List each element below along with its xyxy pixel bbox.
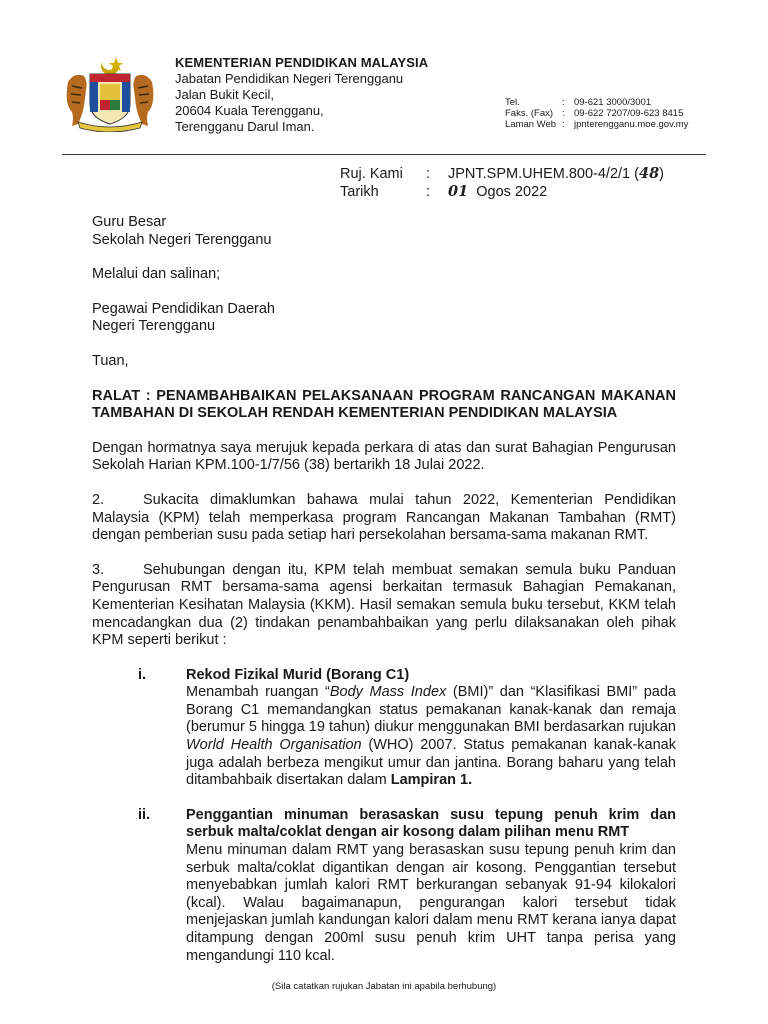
paragraph-number: 2. (92, 491, 105, 508)
recipient-line: Sekolah Negeri Terengganu (92, 231, 272, 248)
colon-separator: : (562, 97, 565, 108)
contact-row-fax (505, 108, 688, 119)
paragraph-3 (92, 562, 676, 650)
colon-separator: : (426, 166, 431, 182)
cc-line: Negeri Terengganu (92, 318, 216, 335)
paragraph-number: 3. (92, 561, 105, 578)
roman-numeral: ii. (138, 806, 151, 823)
address-line: Terengganu Darul Iman. (175, 119, 315, 134)
ministry-address-block (175, 55, 428, 135)
colon-separator: : (562, 108, 565, 119)
paragraph-text: Sukacita dimaklumkan bahawa mulai tahun 2022, Kementerian Pendidikan Malaysia (KPM) telah memperkasa program Rancangan Makanan Tambahan (RMT) dengan pemberian susu pada setiap hari persekolahan bersama-sama makanan RMT. (92, 491, 676, 544)
italic-term: World Health Organisation (186, 737, 362, 754)
recipient-line: Guru Besar (92, 214, 167, 230)
colon-separator: : (426, 184, 431, 200)
item-title: Rekod Fizikal Murid (Borang C1) (186, 666, 410, 683)
contact-label: Faks. (Fax) (505, 108, 554, 119)
via-line: Melalui dan salinan; (92, 266, 221, 283)
date-month-year: Ogos 2022 (476, 184, 548, 200)
contact-row-web (505, 119, 688, 130)
address-line: Jabatan Pendidikan Negeri Terengganu (175, 71, 404, 86)
item-text (186, 684, 676, 790)
list-numeral (92, 807, 186, 965)
colon-separator: : (562, 119, 565, 130)
ref-label: Ruj. Kami (340, 166, 403, 182)
date-row (340, 183, 664, 201)
paragraph-2 (92, 492, 676, 545)
list-item-2 (92, 807, 676, 965)
paragraph-text: Sehubungan dengan itu, KPM telah membuat semakan semula buku Panduan Pengurusan RMT bersama-sama agensi berkaitan termasuk Bahagian Pemakanan, Kementerian Kesihatan Malaysia (KKM). Hasil semakan semula buku tersebut, KKM telah mencadangkan dua (2) tindakan penambahbaikan yang perlu dilaksanakan oleh pihak KPM seperti berikut : (92, 561, 676, 649)
list-numeral (92, 667, 186, 790)
text-run: Menambah ruangan “ (186, 684, 330, 701)
ref-row (340, 165, 664, 183)
item-text: Menu minuman dalam RMT yang berasaskan susu tepung penuh krim dan serbuk malta/coklat digantikan dengan air kosong. Penggantian tersebut menyebabkan jumlah kalori RMT berkurangan sebanyak 91-94 kilokalori (kcal). Walau bagaimanapun, pengurangan kalori tersebut tidak menjejaskan jumlah kandungan kalori dalam menu RMT kerana ianya dapat ditampung dengan 200ml susu penuh krim UHT tanpa perisa yang mengandungi 110 kcal. (186, 842, 676, 964)
contact-value: 09-621 3000/3001 (574, 97, 652, 108)
contact-label: Laman Web (505, 119, 557, 130)
recipient (92, 214, 676, 249)
address-line: 20604 Kuala Terengganu, (175, 103, 324, 118)
address-line: Jalan Bukit Kecil, (175, 87, 274, 102)
letter-body (92, 214, 676, 965)
list-item-content (186, 667, 676, 790)
subject-heading: RALAT : PENAMBAHBAIKAN PELAKSANAAN PROGRAM RANCANGAN MAKANAN TAMBAHAN DI SEKOLAH RENDAH KEMENTERIAN PENDIDIKAN MALAYSIA (92, 387, 676, 422)
handwritten-ref-number: 48 (638, 165, 660, 182)
text-run: (WHO) 2007. Status pemakanan kanak-kanak juga adalah berbeza mengikut umur dan jantina. Borang baharu yang telah ditambahbaik disertakan dalam (186, 737, 676, 789)
roman-numeral: i. (138, 666, 147, 683)
handwritten-day: 01 (448, 183, 469, 200)
attachment-reference: Lampiran 1. (390, 772, 473, 789)
italic-term: Body Mass Index (329, 684, 447, 701)
contact-value: jpnterengganu.moe.gov.my (574, 119, 689, 130)
list-item-content (186, 807, 676, 965)
salutation: Tuan, (92, 352, 129, 369)
reference-block (340, 165, 664, 201)
ref-number: JPNT.SPM.UHEM.800-4/2/1 ( (448, 166, 639, 182)
date-value (448, 183, 547, 201)
contact-row-tel (505, 97, 688, 108)
contact-label: Tel. (505, 97, 520, 108)
coat-of-arms-icon (60, 52, 160, 132)
ministry-name: KEMENTERIAN PENDIDIKAN MALAYSIA (175, 55, 429, 70)
footer-note: (Sila catatkan rujukan Jabatan ini apabila berhubung) (271, 981, 497, 992)
intro-paragraph: Dengan hormatnya saya merujuk kepada perkara di atas dan surat Bahagian Pengurusan Sekolah Harian KPM.100-1/7/56 (38) bertarikh 18 Julai 2022. (92, 439, 676, 474)
cc-line: Pegawai Pendidikan Daerah (92, 300, 275, 317)
ref-value (448, 165, 664, 183)
list-item-1 (92, 667, 676, 790)
date-label: Tarikh (340, 184, 379, 200)
text-run: (BMI)” dan “Klasifikasi BMI” pada Borang C1 memandangkan status pemakanan kanak-kanak dan remaja (berumur 5 hingga 19 tahun) diukur menggunakan BMI berdasarkan rujukan (186, 684, 676, 736)
ref-close: ) (659, 166, 665, 182)
item-title: Penggantian minuman berasaskan susu tepung penuh krim dan serbuk malta/coklat dengan air kosong dalam pilihan menu RMT (186, 806, 676, 841)
contact-value: 09-622 7207/09-623 8415 (574, 108, 684, 119)
contact-block (505, 97, 688, 130)
cc-recipient (92, 301, 676, 336)
header-divider (62, 154, 706, 155)
